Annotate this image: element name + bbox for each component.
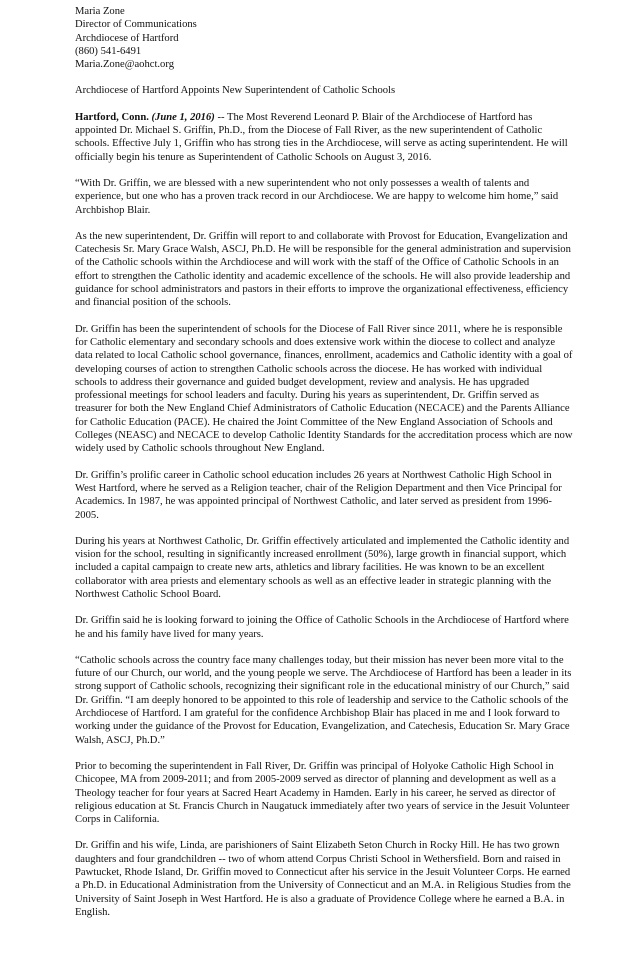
body-paragraph: Dr. Griffin has been the superintendent of schools for the Diocese of Fall River since 2011, where he is responsible for Catholic elementary and secondary schools and does extensive work within the diocese to collect and analyze data related to local Catholic school governance, finances, enrollment, academics and Catholic identity with a goal of developing courses of action to strengthen Catholic schools across the diocese. He has worked with individual schools to address their governance and guided budget development, review and analysis. He has upgraded professional meetings for school leaders and faculty. During his years as superintendent, Dr. Griffin served as treasurer for both the New England Chief Administrators of Catholic Education (NECACE) and the Parents Alliance for Catholic Education (PACE). He chaired the Joint Committee of the New England Association of Schools and Colleges (NEASC) and NECACE to develop Catholic Identity Standards for the accreditation process which are now widely used by Catholic schools throughout New England. [75, 323, 573, 455]
contact-email: Maria.Zone@aohct.org [75, 59, 174, 71]
body-paragraph: Dr. Griffin and his wife, Linda, are parishioners of Saint Elizabeth Seton Church in Rocky Hill. He has two grown daughters and four grandchildren -- two of whom attend Corpus Christi School in Wethersfield. Born and raised in Pawtucket, Rhode Island, Dr. Griffin moved to Connecticut after his service in the Jesuit Volunteer Corps. He earned a Ph.D. in Educational Administration from the University of Connecticut and an M.A. in Religious Studies from the University of Saint Joseph in West Hartford. He is also a graduate of Providence College where he earned a B.A. in English. [75, 840, 571, 918]
body-paragraph: Dr. Griffin said he is looking forward to joining the Office of Catholic Schools in the Archdiocese of Hartford where he and his family have lived for many years. [75, 615, 569, 640]
dateline-place: Hartford, Conn. [75, 111, 149, 123]
body-paragraph: During his years at Northwest Catholic, Dr. Griffin effectively articulated and implemented the Catholic identity and vision for the school, resulting in significantly increased enrollment (50%), large growth in financial support, which included a capital campaign to create new arts, athletics and library facilities. He was known to be an excellent collaborator with area priests and elementary schools as well as an effective leader in strategic planning with the Northwest Catholic School Board. [75, 535, 570, 600]
headline: Archdiocese of Hartford Appoints New Superintendent of Catholic Schools [75, 85, 396, 97]
contact-name: Maria Zone [75, 6, 125, 17]
body-paragraph: “With Dr. Griffin, we are blessed with a new superintendent who not only possesses a wealth of talents and experience, but one who has a proven track record in our Archdiocese. We are happy to welcome him home,” said Archbishop Blair. [75, 177, 559, 216]
dateline-date: (June 1, 2016) [151, 111, 215, 123]
body-paragraph: Dr. Griffin’s prolific career in Catholic school education includes 26 years at Northwest Catholic High School in West Hartford, where he served as a Religion teacher, chair of the Religion Department and then Vice Principal for Academics. In 1987, he was appointed principal of Northwest Catholic, and later served as president from 1996-2005. [75, 469, 562, 521]
body-paragraph: Prior to becoming the superintendent in Fall River, Dr. Griffin was principal of Holyoke Catholic High School in Chicopee, MA from 2009-2011; and from 2005-2009 served as director of planning and development as well as a Theology teacher for four years at Sacred Heart Academy in Hamden. Early in his career, he served as director of religious education at St. Francis Church in Naugatuck immediately after two years of service in the Jesuit Volunteer Corps in California. [75, 760, 570, 826]
contact-phone: (860) 541-6491 [75, 45, 142, 57]
contact-title: Director of Communications [75, 19, 197, 31]
lead-text: -- The Most Reverend Leonard P. Blair of the Archdiocese of Hartford has appointed Dr. Michael S. Griffin, Ph.D., from the Diocese of Fall River, as the new superintendent of Catholic schools. Effective July 1, Griffin who has strong ties in the Archdiocese, will serve as acting superintendent. He will officially begin his tenure as Superintendent of Catholic Schools on August 3, 2016. [75, 111, 568, 163]
contact-org: Archdiocese of Hartford [75, 32, 179, 44]
lead-paragraph [75, 111, 575, 164]
press-release-page [75, 5, 575, 919]
contact-block [75, 5, 575, 71]
body-paragraph: “Catholic schools across the country face many challenges today, but their mission has never been more vital to the future of our Church, our world, and the young people we serve. The Archdiocese of Hartford has been a leader in its strong support of Catholic schools, recognizing their significant role in the educational ministry of our Church,” said Dr. Griffin. “I am deeply honored to be appointed to this role of leadership and service to the Catholic schools of the Archdiocese of Hartford. I am grateful for the confidence Archbishop Blair has placed in me and I look forward to working under the guidance of the Provost for Education, Evangelization, and Catechesis, Education Sr. Mary Grace Walsh, ASCJ, Ph.D.” [75, 654, 572, 746]
body-paragraph: As the new superintendent, Dr. Griffin will report to and collaborate with Provost for Education, Evangelization and Catechesis Sr. Mary Grace Walsh, ASCJ, Ph.D. He will be responsible for the general administration and supervision of the Catholic schools within the Archdiocese and will work with the staff of the Office of Catholic Schools in an effort to strengthen the Catholic identity and academic excellence of the schools. He will also provide leadership and guidance for school administrators and pastors in their efforts to improve the organizational effectiveness, efficiency and financial position of the schools. [75, 230, 571, 309]
